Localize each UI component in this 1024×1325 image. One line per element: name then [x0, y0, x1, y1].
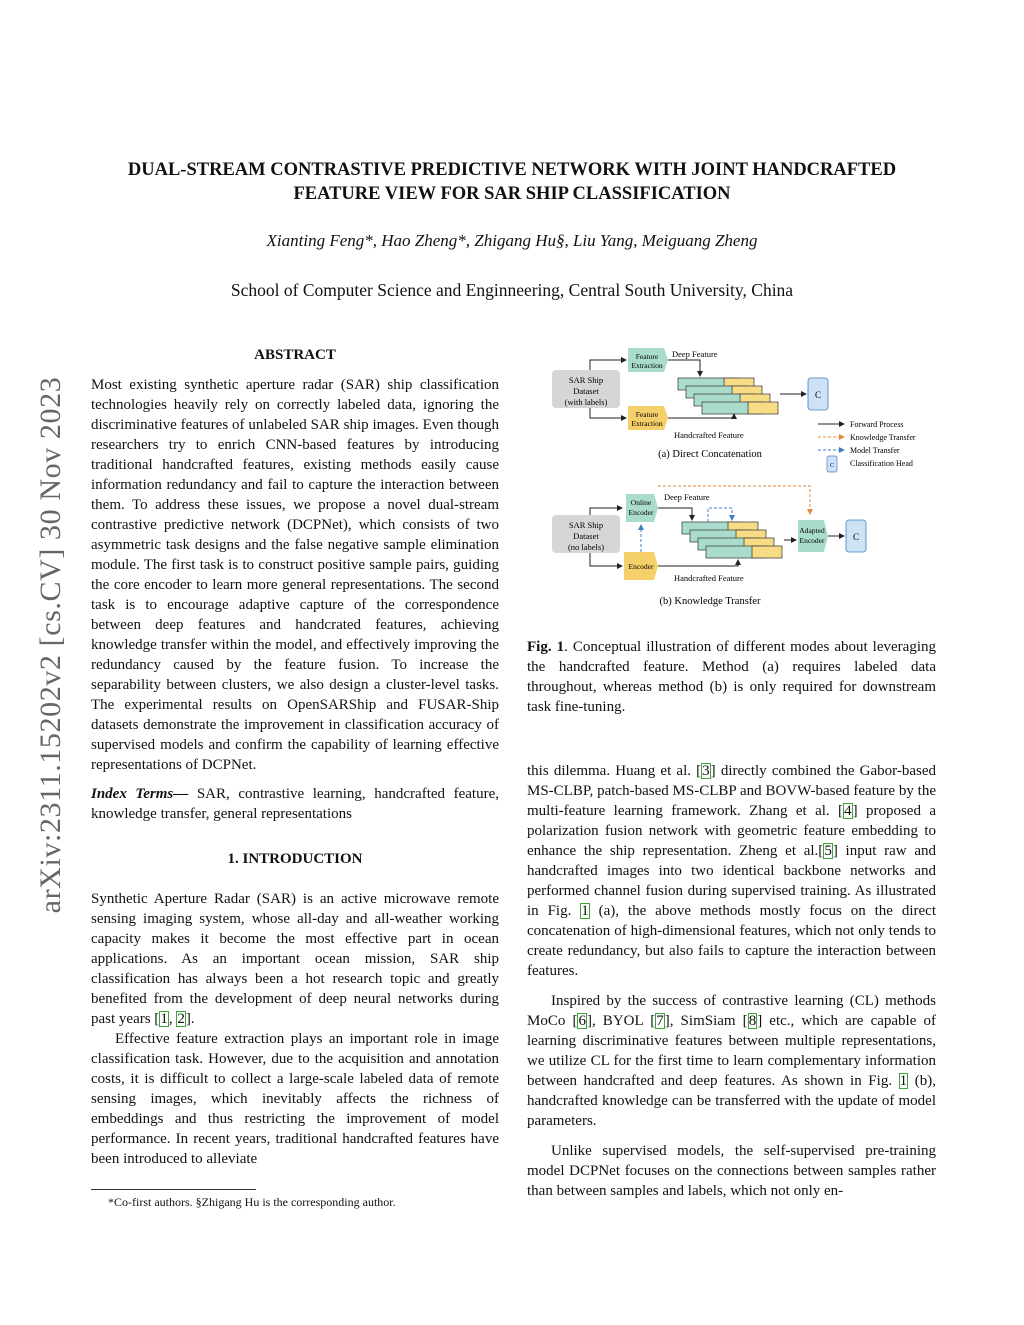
intro-heading: 1. INTRODUCTION: [227, 851, 363, 867]
subcaption-a: (a) Direct Concatenation: [658, 449, 762, 460]
citation-link[interactable]: 4: [844, 803, 852, 819]
index-terms-text: SAR, contrastive learning, handcrafted feature, knowledge transfer, general representations: [91, 786, 499, 822]
fe-bottom-line-2: Extraction: [631, 419, 663, 428]
legend-knowledge: Knowledge Transfer: [850, 433, 916, 442]
fe-bottom-line-1: Feature: [635, 410, 659, 419]
title-line-2: FEATURE VIEW FOR SAR SHIP CLASSIFICATION: [293, 184, 731, 204]
citation-link[interactable]: 8: [748, 1013, 757, 1029]
right-paragraph-3: Unlike supervised models, the self-supervised pre-training model DCPNet focuses on the connections between samples rather than between samples and labels, which not only en-: [527, 1143, 936, 1199]
intro-paragraph-2: Effective feature extraction plays an important role in image classification task. However, due to the acquisition and annotation costs, it is difficult to collect a large-scale labeled data of remote sensing images, which inevitably affects the richness of embeddings and thus restricting the improvement of model performance. In recent years, traditional handcrafted features have been introduced to alleviate: [91, 1031, 499, 1167]
right-paragraph-1: this dilemma. Huang et al. [3] directly combined the Gabor-based MS-CLBP, patch-based MS-CLBP and BOVW-based feature by the multi-feature learning framework. Zhang et al. [4] proposed a polarization fusion network with geometric feature embedding to enhance the ship representation. Zheng et al.[5] input raw and handcrafted images into two identical backbone networks and performed channel fusion during supervised training. As illustrated in Fig. 1 (a), the above methods mostly focus on the direct concatenation of high-dimensional features, which not only tends to create redundancy, but also fails to capture the interaction between features.: [527, 763, 936, 979]
citation-link[interactable]: 1: [160, 1011, 168, 1027]
feature-stack-b: [682, 522, 782, 558]
caption-label: Fig. 1: [527, 639, 565, 655]
classifier-b-label: C: [852, 532, 860, 542]
footnote: *Co-first authors. §Zhigang Hu is the corresponding author.: [108, 1195, 396, 1209]
intro-p1-text: Synthetic Aperture Radar (SAR) is an active microwave remote sensing imaging system, whose all-day and all-weather working capacity makes it become the most effective part in ocean applications. As an important ocean mission, SAR ship classification has always been a hot research topic and greatly benefited from the development of deep neural networks during past years [: [91, 891, 499, 1027]
dataset-a-line-2: Dataset: [573, 386, 599, 396]
citation-link[interactable]: 7: [656, 1013, 664, 1029]
citation-link[interactable]: 5: [824, 843, 832, 859]
dataset-a-line-3: (with labels): [564, 397, 608, 407]
citation-link[interactable]: 3: [702, 763, 710, 779]
adapted-encoder-line-2: Encoder: [799, 536, 825, 545]
dataset-b-line-1: SAR Ship: [568, 520, 604, 530]
intro-paragraph-1: Synthetic Aperture Radar (SAR) is an active microwave remote sensing imaging system, whose all-day and all-weather working capacity makes it become the most effective part in ocean applications. As an important ocean mission, SAR ship classification has always been a hot research topic and greatly benefited from the development of deep neural networks during past years [1, 2].: [91, 891, 499, 1027]
adapted-encoder-line-1: Adapted: [799, 526, 825, 535]
handcrafted-feature-label-a: Handcrafted Feature: [674, 430, 744, 440]
encoder-label: Encoder: [628, 562, 654, 571]
dataset-b-line-2: Dataset: [573, 531, 599, 541]
abstract-heading: ABSTRACT: [254, 347, 336, 363]
legend-head: Classification Head: [850, 459, 913, 468]
right-paragraph-2: Inspired by the success of contrastive learning (CL) methods MoCo [6], BYOL [7], SimSiam [8] etc., which are capable of learning discriminative features between multiple representations, we utilize CL for the first time to learn complementary information between handcrafted and deep features. As shown in Fig. 1 (b), handcrafted knowledge can be transferred with the update of model parameters.: [527, 993, 936, 1129]
subcaption-b: (b) Knowledge Transfer: [659, 596, 761, 607]
index-terms-label: Index Terms—: [91, 786, 189, 802]
feature-stack-a: [678, 378, 778, 414]
online-encoder-line-2: Encoder: [628, 508, 654, 517]
deep-feature-label-b: Deep Feature: [664, 492, 710, 502]
citation-link[interactable]: 2: [177, 1011, 185, 1027]
title-line-1: DUAL-STREAM CONTRASTIVE PREDICTIVE NETWORK WITH JOINT HANDCRAFTED: [127, 160, 897, 180]
figure-legend: [818, 420, 916, 472]
legend-model: Model Transfer: [850, 446, 900, 455]
figure-caption: [527, 637, 936, 717]
citation-link[interactable]: 6: [578, 1013, 586, 1029]
index-terms: [91, 784, 499, 824]
dataset-b-line-3: (no labels): [567, 542, 605, 552]
abstract-text: Most existing synthetic aperture radar (SAR) ship classification technologies heavily rely on correctly labeled data, ignoring the discriminative features of unlabeled SAR ship images. Even though researchers try to enrich CNN-based features by introducing traditional handcrafted features, existing methods easily cause information redundancy and fail to capture the interaction between them. To address these issues, we propose a novel dual-stream contrastive predictive network (DCPNet), which consists of two asymmetric task designs and the false negative sample elimination module. The first task is to construct positive sample pairs, guiding the core encoder to learn more general representations. The second task is to encourage adaptive capture of the correspondence between deep features and handcrated features, achieving knowledge transfer within the model, and effectively improving the redundancy caused by the feature fusion. To increase the separability between clusters, we also design a cluster-level tasks. The experimental results on OpenSARShip and FUSAR-Ship datasets demonstrate the improvement in classification accuracy of supervised models and confirm the capability of learning effective representations of DCPNet.: [91, 377, 499, 773]
affiliation: School of Computer Science and Enginneering, Central South University, China: [230, 280, 794, 300]
online-encoder-line-1: Online: [630, 498, 652, 507]
legend-c-glyph: C: [829, 463, 835, 469]
left-column: [91, 345, 499, 1169]
classifier-a-label: C: [814, 390, 822, 400]
figure-1-diagram: [548, 340, 948, 615]
author-list: Xianting Feng*, Hao Zheng*, Zhigang Hu§, Liu Yang, Meiguang Zheng: [266, 231, 758, 250]
dataset-a-line-1: SAR Ship: [568, 375, 604, 385]
handcrafted-feature-label-b: Handcrafted Feature: [674, 573, 744, 583]
footnote-rule: [91, 1189, 256, 1190]
arxiv-stamp: arXiv:2311.15202v2 [cs.CV] 30 Nov 2023: [34, 376, 67, 914]
deep-feature-label-a: Deep Feature: [672, 349, 718, 359]
figure-link[interactable]: 1: [899, 1073, 908, 1089]
fe-top-line-2: Extraction: [631, 361, 663, 370]
fe-top-line-1: Feature: [635, 352, 659, 361]
right-column: [527, 761, 936, 1201]
legend-forward: Forward Process: [850, 420, 904, 429]
caption-text: . Conceptual illustration of different modes about leveraging the handcrafted feature. Method (a) requires labeled data throughout, whereas method (b) is only required for downstream task fine-tuning.: [527, 639, 936, 715]
paper-title: [0, 158, 1024, 206]
figure-link[interactable]: 1: [581, 903, 589, 919]
